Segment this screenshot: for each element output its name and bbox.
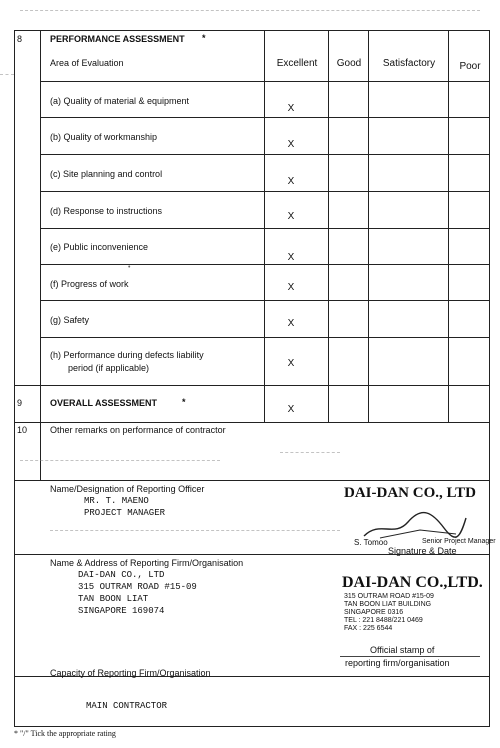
table-left-border (14, 30, 15, 727)
table-right-border (489, 30, 490, 727)
asterisk-mark: * (182, 397, 186, 407)
stamp-caption: Official stamp of (370, 645, 435, 655)
official-stamp-title: DAI-DAN CO.,LTD. (342, 574, 483, 591)
firm-address-line: TAN BOON LIAT (78, 594, 149, 604)
field-label: Name & Address of Reporting Firm/Organisation (50, 558, 244, 568)
table-bottom-border (14, 726, 490, 727)
row-label: (b) Quality of workmanship (50, 132, 158, 142)
rating-mark: X (287, 282, 295, 293)
row-separator (40, 228, 490, 229)
firm-address-line: SINGAPORE 169074 (78, 606, 165, 616)
row-label: (a) Quality of material & equipment (50, 96, 190, 106)
column-header-good: Good (336, 58, 362, 69)
excellent-column-left (264, 30, 265, 422)
field-label: Name/Designation of Reporting Officer (50, 484, 205, 494)
official-stamp-line: 315 OUTRAM ROAD #15-09 (344, 593, 434, 600)
official-stamp-line: FAX : 225 6544 (344, 625, 393, 632)
table-top-border (14, 30, 490, 31)
scan-noise-mark (0, 74, 14, 75)
row-separator (40, 337, 490, 338)
section-number: 9 (17, 398, 23, 408)
rating-mark: X (287, 139, 295, 150)
column-header-excellent: Excellent (276, 58, 318, 69)
row-label: (f) Progress of work (50, 279, 129, 289)
official-stamp-line: SINGAPORE 0316 (344, 609, 404, 616)
section-title: OVERALL ASSESSMENT (50, 398, 158, 408)
caption-underline (340, 656, 480, 657)
scan-noise-line (50, 530, 340, 531)
section-number: 8 (17, 34, 23, 44)
company-stamp: DAI-DAN CO., LTD (344, 485, 476, 501)
row-label: (g) Safety (50, 315, 90, 325)
asterisk-mark: * (202, 33, 206, 43)
row-label: (e) Public inconvenience (50, 242, 149, 252)
section-number: 10 (17, 425, 28, 435)
row-separator (40, 264, 490, 265)
rating-mark: X (287, 252, 295, 263)
field-label: Capacity of Reporting Firm/Organisation (50, 668, 211, 678)
row-label: (d) Response to instructions (50, 206, 163, 216)
firm-address-line: DAI-DAN CO., LTD (78, 570, 165, 580)
row-separator (40, 117, 490, 118)
firm-address-line: 315 OUTRAM ROAD #15-09 (78, 582, 197, 592)
rating-mark: X (287, 358, 295, 369)
footnote: * "/" Tick the appropriate rating (14, 729, 116, 738)
rating-mark: X (287, 318, 295, 329)
official-stamp-line: TEL : 221 8488/221 0469 (344, 617, 423, 624)
scan-noise-line (20, 460, 220, 461)
signature-caption: Signature & Date (388, 546, 457, 556)
scan-dot: • (128, 264, 131, 271)
official-stamp-line: TAN BOON LIAT BUILDING (344, 601, 432, 608)
capacity-value: MAIN CONTRACTOR (86, 701, 168, 711)
section-title: Other remarks on performance of contractor (50, 425, 226, 435)
good-column-left (328, 30, 329, 422)
rating-mark: X (287, 404, 295, 415)
section-separator (14, 480, 490, 481)
row-label: (h) Performance during defects liability (50, 350, 204, 360)
scan-noise-line (20, 10, 480, 11)
row-label-continued: period (if applicable) (68, 363, 150, 373)
satisfactory-column-left (368, 30, 369, 422)
row-separator (40, 81, 490, 82)
row-separator (40, 154, 490, 155)
area-header: Area of Evaluation (50, 58, 124, 68)
row-label: (c) Site planning and control (50, 169, 163, 179)
stamp-caption: reporting firm/organisation (345, 658, 450, 668)
rating-mark: X (287, 176, 295, 187)
row-separator (14, 385, 490, 386)
rating-mark: X (287, 103, 295, 114)
section-separator (14, 422, 490, 423)
row-separator (40, 300, 490, 301)
number-column-divider (40, 30, 41, 480)
signer-name: S. Tomoo (354, 538, 388, 547)
officer-name: MR. T. MAENO (84, 496, 149, 506)
poor-column-left (448, 30, 449, 422)
rating-mark: X (287, 211, 295, 222)
column-header-poor: Poor (459, 61, 481, 72)
row-separator (40, 191, 490, 192)
signer-title: Senior Project Manager (422, 538, 496, 545)
section-title: PERFORMANCE ASSESSMENT (50, 34, 185, 44)
scan-noise-line (280, 452, 340, 453)
officer-designation: PROJECT MANAGER (84, 508, 166, 518)
column-header-satisfactory: Satisfactory (382, 58, 436, 69)
